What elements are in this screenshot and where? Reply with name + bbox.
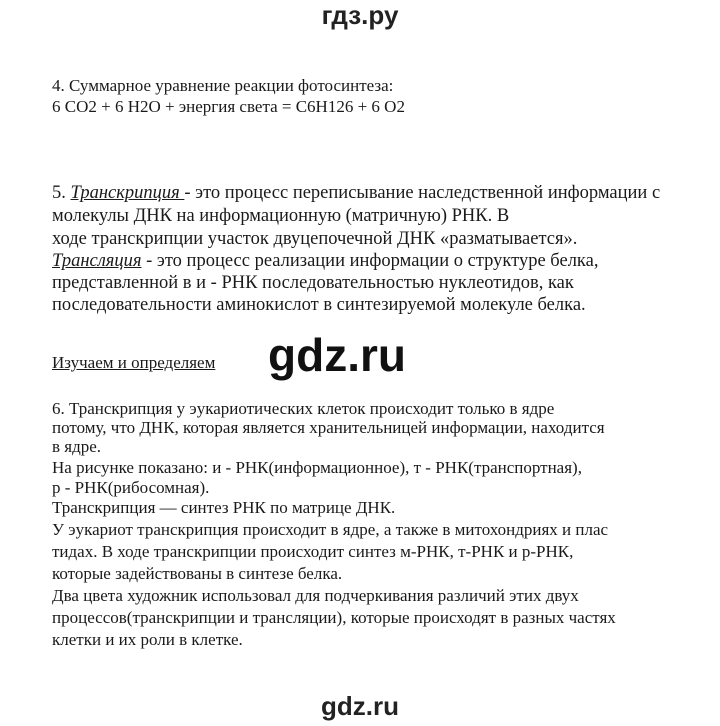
- site-footer: gdz.ru: [321, 691, 399, 721]
- section5-line-4: [52, 250, 598, 272]
- section5-line-5: представленной в и - РНК последовательностью нуклеотидов, как: [52, 273, 574, 293]
- transcription-definition: - это процесс переписывание наследственной информации с: [184, 183, 661, 203]
- section5-line-6: последовательности аминокислот в синтезируемой молекуле белка.: [52, 295, 586, 315]
- section6-line-12: клетки и их роли в клетке.: [52, 630, 243, 649]
- watermark: gdz.ru: [268, 329, 406, 381]
- section6-line-9: которые задействованы в синтезе белка.: [52, 564, 343, 583]
- site-header: гдз.ру: [321, 0, 399, 30]
- section6-line-10: Два цвета художник использовал для подчеркивания различий этих двух: [52, 586, 579, 605]
- section6-line-2: потому, что ДНК, которая является хранительницей информации, находится: [52, 418, 605, 437]
- translation-definition: - это процесс реализации информации о структуре белка,: [141, 251, 599, 271]
- section4-heading: 4. Суммарное уравнение реакции фотосинтеза:: [52, 76, 394, 95]
- section6-line-1: 6. Транскрипция у эукариотических клеток происходит только в ядре: [52, 399, 555, 418]
- section6-line-3: в ядре.: [52, 437, 102, 456]
- section5-line-1: [52, 182, 660, 204]
- term-translation: Трансляция: [52, 251, 142, 271]
- section6-line-6: Транскрипция — синтез РНК по матрице ДНК.: [52, 498, 396, 517]
- section5-line-3: ходе транскрипции участок двуцепочечной ДНК «разматывается».: [52, 229, 578, 249]
- section6-line-11: процессов(транскрипции и трансляции), которые происходят в разных частях: [52, 608, 616, 627]
- section5-line-2: молекулы ДНК на информационную (матричную) РНК. В: [52, 206, 510, 226]
- section6-line-4: На рисунке показано: и - РНК(информационное), т - РНК(транспортная),: [52, 458, 582, 477]
- photosynthesis-equation: 6 CO2 + 6 H2O + энергия света = C6H126 + 6 O2: [52, 97, 405, 116]
- section6-line-5: р - РНК(рибосомная).: [52, 478, 210, 497]
- term-transcription: Транскрипция: [70, 183, 185, 203]
- section6-line-7: У эукариот транскрипция происходит в ядре, а также в митохондриях и плас: [52, 520, 609, 539]
- section5-number: 5.: [52, 183, 71, 203]
- section6-line-8: тидах. В ходе транскрипции происходит синтез м-РНК, т-РНК и р-РНК,: [52, 542, 574, 561]
- section-heading: Изучаем и определяем: [52, 353, 216, 372]
